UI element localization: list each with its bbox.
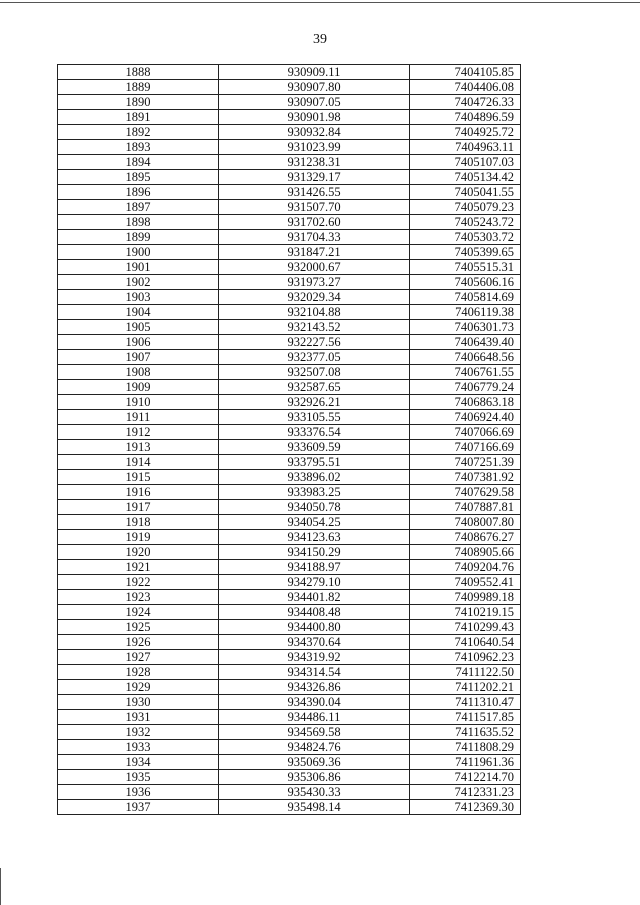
point-number-cell: 1913 bbox=[58, 440, 219, 455]
coordinates-table-body bbox=[58, 65, 521, 815]
x-coordinate-cell: 932143.52 bbox=[219, 320, 410, 335]
y-coordinate-cell: 7411122.50 bbox=[410, 665, 521, 680]
point-number-cell: 1888 bbox=[58, 65, 219, 80]
x-coordinate-cell: 933105.55 bbox=[219, 410, 410, 425]
table-row bbox=[58, 335, 521, 350]
x-coordinate-cell: 934370.64 bbox=[219, 635, 410, 650]
table-row bbox=[58, 635, 521, 650]
y-coordinate-cell: 7407629.58 bbox=[410, 485, 521, 500]
table-row bbox=[58, 605, 521, 620]
x-coordinate-cell: 931847.21 bbox=[219, 245, 410, 260]
point-number-cell: 1889 bbox=[58, 80, 219, 95]
y-coordinate-cell: 7405515.31 bbox=[410, 260, 521, 275]
x-coordinate-cell: 935430.33 bbox=[219, 785, 410, 800]
x-coordinate-cell: 934408.48 bbox=[219, 605, 410, 620]
table-row bbox=[58, 650, 521, 665]
table-row bbox=[58, 770, 521, 785]
table-row bbox=[58, 305, 521, 320]
table-row bbox=[58, 275, 521, 290]
table-row bbox=[58, 245, 521, 260]
table-row bbox=[58, 80, 521, 95]
table-row bbox=[58, 515, 521, 530]
x-coordinate-cell: 933795.51 bbox=[219, 455, 410, 470]
table-row bbox=[58, 125, 521, 140]
y-coordinate-cell: 7405243.72 bbox=[410, 215, 521, 230]
table-row bbox=[58, 590, 521, 605]
x-coordinate-cell: 932587.65 bbox=[219, 380, 410, 395]
x-coordinate-cell: 933609.59 bbox=[219, 440, 410, 455]
y-coordinate-cell: 7406301.73 bbox=[410, 320, 521, 335]
table-row bbox=[58, 215, 521, 230]
x-coordinate-cell: 934150.29 bbox=[219, 545, 410, 560]
point-number-cell: 1927 bbox=[58, 650, 219, 665]
x-coordinate-cell: 931507.70 bbox=[219, 200, 410, 215]
point-number-cell: 1893 bbox=[58, 140, 219, 155]
x-coordinate-cell: 932377.05 bbox=[219, 350, 410, 365]
y-coordinate-cell: 7405303.72 bbox=[410, 230, 521, 245]
x-coordinate-cell: 934569.58 bbox=[219, 725, 410, 740]
table-row bbox=[58, 185, 521, 200]
y-coordinate-cell: 7405399.65 bbox=[410, 245, 521, 260]
y-coordinate-cell: 7411635.52 bbox=[410, 725, 521, 740]
x-coordinate-cell: 932029.34 bbox=[219, 290, 410, 305]
table-row bbox=[58, 560, 521, 575]
table-row bbox=[58, 320, 521, 335]
y-coordinate-cell: 7410299.43 bbox=[410, 620, 521, 635]
point-number-cell: 1919 bbox=[58, 530, 219, 545]
table-row bbox=[58, 365, 521, 380]
x-coordinate-cell: 934401.82 bbox=[219, 590, 410, 605]
point-number-cell: 1905 bbox=[58, 320, 219, 335]
point-number-cell: 1901 bbox=[58, 260, 219, 275]
point-number-cell: 1908 bbox=[58, 365, 219, 380]
x-coordinate-cell: 933983.25 bbox=[219, 485, 410, 500]
table-row bbox=[58, 545, 521, 560]
y-coordinate-cell: 7412369.30 bbox=[410, 800, 521, 815]
table-row bbox=[58, 110, 521, 125]
x-coordinate-cell: 933376.54 bbox=[219, 425, 410, 440]
table-row bbox=[58, 410, 521, 425]
y-coordinate-cell: 7406648.56 bbox=[410, 350, 521, 365]
point-number-cell: 1912 bbox=[58, 425, 219, 440]
point-number-cell: 1924 bbox=[58, 605, 219, 620]
table-row bbox=[58, 575, 521, 590]
table-row bbox=[58, 95, 521, 110]
point-number-cell: 1910 bbox=[58, 395, 219, 410]
y-coordinate-cell: 7404963.11 bbox=[410, 140, 521, 155]
point-number-cell: 1937 bbox=[58, 800, 219, 815]
table-row bbox=[58, 665, 521, 680]
point-number-cell: 1897 bbox=[58, 200, 219, 215]
point-number-cell: 1902 bbox=[58, 275, 219, 290]
x-coordinate-cell: 930907.80 bbox=[219, 80, 410, 95]
x-coordinate-cell: 930909.11 bbox=[219, 65, 410, 80]
y-coordinate-cell: 7406779.24 bbox=[410, 380, 521, 395]
table-row bbox=[58, 470, 521, 485]
y-coordinate-cell: 7404925.72 bbox=[410, 125, 521, 140]
table-row bbox=[58, 170, 521, 185]
y-coordinate-cell: 7405041.55 bbox=[410, 185, 521, 200]
table-row bbox=[58, 155, 521, 170]
y-coordinate-cell: 7407381.92 bbox=[410, 470, 521, 485]
table-row bbox=[58, 710, 521, 725]
y-coordinate-cell: 7404105.85 bbox=[410, 65, 521, 80]
x-coordinate-cell: 931426.55 bbox=[219, 185, 410, 200]
x-coordinate-cell: 930932.84 bbox=[219, 125, 410, 140]
y-coordinate-cell: 7410640.54 bbox=[410, 635, 521, 650]
point-number-cell: 1903 bbox=[58, 290, 219, 305]
y-coordinate-cell: 7406863.18 bbox=[410, 395, 521, 410]
table-row bbox=[58, 620, 521, 635]
x-coordinate-cell: 934188.97 bbox=[219, 560, 410, 575]
x-coordinate-cell: 932227.56 bbox=[219, 335, 410, 350]
y-coordinate-cell: 7411310.47 bbox=[410, 695, 521, 710]
table-row bbox=[58, 200, 521, 215]
table-row bbox=[58, 530, 521, 545]
y-coordinate-cell: 7405107.03 bbox=[410, 155, 521, 170]
point-number-cell: 1928 bbox=[58, 665, 219, 680]
y-coordinate-cell: 7411517.85 bbox=[410, 710, 521, 725]
x-coordinate-cell: 931702.60 bbox=[219, 215, 410, 230]
page-number: 39 bbox=[313, 32, 327, 47]
y-coordinate-cell: 7411808.29 bbox=[410, 740, 521, 755]
x-coordinate-cell: 933896.02 bbox=[219, 470, 410, 485]
x-coordinate-cell: 934824.76 bbox=[219, 740, 410, 755]
point-number-cell: 1914 bbox=[58, 455, 219, 470]
point-number-cell: 1899 bbox=[58, 230, 219, 245]
table-row bbox=[58, 455, 521, 470]
x-coordinate-cell: 931704.33 bbox=[219, 230, 410, 245]
point-number-cell: 1907 bbox=[58, 350, 219, 365]
x-coordinate-cell: 935069.36 bbox=[219, 755, 410, 770]
point-number-cell: 1892 bbox=[58, 125, 219, 140]
y-coordinate-cell: 7407251.39 bbox=[410, 455, 521, 470]
y-coordinate-cell: 7410219.15 bbox=[410, 605, 521, 620]
scan-left-border bbox=[0, 868, 1, 905]
y-coordinate-cell: 7407066.69 bbox=[410, 425, 521, 440]
table-row bbox=[58, 485, 521, 500]
table-row bbox=[58, 680, 521, 695]
table-row bbox=[58, 290, 521, 305]
point-number-cell: 1906 bbox=[58, 335, 219, 350]
x-coordinate-cell: 934050.78 bbox=[219, 500, 410, 515]
table-row bbox=[58, 725, 521, 740]
table-row bbox=[58, 425, 521, 440]
y-coordinate-cell: 7409204.76 bbox=[410, 560, 521, 575]
y-coordinate-cell: 7406119.38 bbox=[410, 305, 521, 320]
y-coordinate-cell: 7404726.33 bbox=[410, 95, 521, 110]
y-coordinate-cell: 7412214.70 bbox=[410, 770, 521, 785]
table-row bbox=[58, 140, 521, 155]
y-coordinate-cell: 7408905.66 bbox=[410, 545, 521, 560]
x-coordinate-cell: 932507.08 bbox=[219, 365, 410, 380]
table-row bbox=[58, 65, 521, 80]
point-number-cell: 1917 bbox=[58, 500, 219, 515]
x-coordinate-cell: 935306.86 bbox=[219, 770, 410, 785]
table-row bbox=[58, 800, 521, 815]
point-number-cell: 1916 bbox=[58, 485, 219, 500]
x-coordinate-cell: 934054.25 bbox=[219, 515, 410, 530]
x-coordinate-cell: 931023.99 bbox=[219, 140, 410, 155]
x-coordinate-cell: 931329.17 bbox=[219, 170, 410, 185]
table-row bbox=[58, 500, 521, 515]
x-coordinate-cell: 932104.88 bbox=[219, 305, 410, 320]
point-number-cell: 1926 bbox=[58, 635, 219, 650]
y-coordinate-cell: 7407166.69 bbox=[410, 440, 521, 455]
x-coordinate-cell: 931973.27 bbox=[219, 275, 410, 290]
point-number-cell: 1932 bbox=[58, 725, 219, 740]
y-coordinate-cell: 7407887.81 bbox=[410, 500, 521, 515]
x-coordinate-cell: 931238.31 bbox=[219, 155, 410, 170]
y-coordinate-cell: 7410962.23 bbox=[410, 650, 521, 665]
point-number-cell: 1890 bbox=[58, 95, 219, 110]
point-number-cell: 1894 bbox=[58, 155, 219, 170]
coordinates-table bbox=[57, 64, 521, 815]
point-number-cell: 1925 bbox=[58, 620, 219, 635]
x-coordinate-cell: 934326.86 bbox=[219, 680, 410, 695]
point-number-cell: 1922 bbox=[58, 575, 219, 590]
x-coordinate-cell: 934319.92 bbox=[219, 650, 410, 665]
x-coordinate-cell: 932000.67 bbox=[219, 260, 410, 275]
y-coordinate-cell: 7406924.40 bbox=[410, 410, 521, 425]
y-coordinate-cell: 7411202.21 bbox=[410, 680, 521, 695]
x-coordinate-cell: 934314.54 bbox=[219, 665, 410, 680]
x-coordinate-cell: 934400.80 bbox=[219, 620, 410, 635]
point-number-cell: 1898 bbox=[58, 215, 219, 230]
x-coordinate-cell: 934390.04 bbox=[219, 695, 410, 710]
table-row bbox=[58, 230, 521, 245]
y-coordinate-cell: 7408007.80 bbox=[410, 515, 521, 530]
table-row bbox=[58, 440, 521, 455]
table-row bbox=[58, 740, 521, 755]
y-coordinate-cell: 7409989.18 bbox=[410, 590, 521, 605]
x-coordinate-cell: 932926.21 bbox=[219, 395, 410, 410]
point-number-cell: 1918 bbox=[58, 515, 219, 530]
point-number-cell: 1904 bbox=[58, 305, 219, 320]
y-coordinate-cell: 7411961.36 bbox=[410, 755, 521, 770]
point-number-cell: 1933 bbox=[58, 740, 219, 755]
table-row bbox=[58, 395, 521, 410]
scan-top-border bbox=[0, 2, 640, 3]
point-number-cell: 1891 bbox=[58, 110, 219, 125]
point-number-cell: 1934 bbox=[58, 755, 219, 770]
point-number-cell: 1900 bbox=[58, 245, 219, 260]
x-coordinate-cell: 934486.11 bbox=[219, 710, 410, 725]
x-coordinate-cell: 930907.05 bbox=[219, 95, 410, 110]
y-coordinate-cell: 7406439.40 bbox=[410, 335, 521, 350]
y-coordinate-cell: 7405606.16 bbox=[410, 275, 521, 290]
table-row bbox=[58, 350, 521, 365]
point-number-cell: 1936 bbox=[58, 785, 219, 800]
point-number-cell: 1895 bbox=[58, 170, 219, 185]
y-coordinate-cell: 7405814.69 bbox=[410, 290, 521, 305]
table-row bbox=[58, 755, 521, 770]
y-coordinate-cell: 7412331.23 bbox=[410, 785, 521, 800]
x-coordinate-cell: 934123.63 bbox=[219, 530, 410, 545]
point-number-cell: 1911 bbox=[58, 410, 219, 425]
point-number-cell: 1930 bbox=[58, 695, 219, 710]
point-number-cell: 1921 bbox=[58, 560, 219, 575]
table-row bbox=[58, 260, 521, 275]
y-coordinate-cell: 7409552.41 bbox=[410, 575, 521, 590]
table-row bbox=[58, 785, 521, 800]
point-number-cell: 1920 bbox=[58, 545, 219, 560]
x-coordinate-cell: 935498.14 bbox=[219, 800, 410, 815]
point-number-cell: 1931 bbox=[58, 710, 219, 725]
x-coordinate-cell: 934279.10 bbox=[219, 575, 410, 590]
table-row bbox=[58, 695, 521, 710]
point-number-cell: 1929 bbox=[58, 680, 219, 695]
x-coordinate-cell: 930901.98 bbox=[219, 110, 410, 125]
y-coordinate-cell: 7404406.08 bbox=[410, 80, 521, 95]
y-coordinate-cell: 7405079.23 bbox=[410, 200, 521, 215]
y-coordinate-cell: 7408676.27 bbox=[410, 530, 521, 545]
y-coordinate-cell: 7404896.59 bbox=[410, 110, 521, 125]
point-number-cell: 1909 bbox=[58, 380, 219, 395]
point-number-cell: 1896 bbox=[58, 185, 219, 200]
point-number-cell: 1935 bbox=[58, 770, 219, 785]
table-row bbox=[58, 380, 521, 395]
y-coordinate-cell: 7405134.42 bbox=[410, 170, 521, 185]
point-number-cell: 1923 bbox=[58, 590, 219, 605]
point-number-cell: 1915 bbox=[58, 470, 219, 485]
y-coordinate-cell: 7406761.55 bbox=[410, 365, 521, 380]
